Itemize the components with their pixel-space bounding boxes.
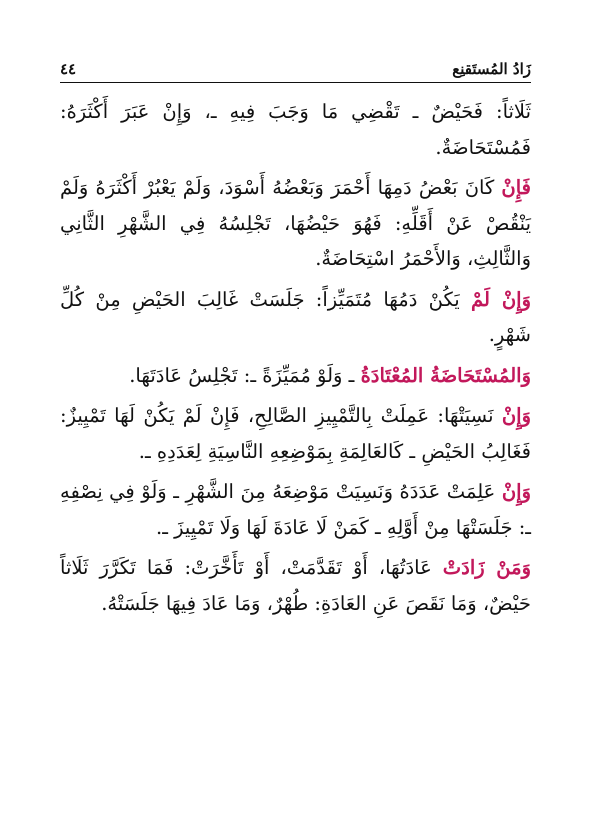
- text-body: [60, 94, 531, 626]
- paragraph-text: عَادَتُهَا، أَوْ تَقَدَّمَتْ، أَوْ تَأَخَّرَتْ: فَمَا تَكَرَّرَ ثَلَاثاً حَيْضٌ، وَمَا نَقَصَ عَنِ العَادَةِ: طُهْرٌ، وَمَا عَادَ فِيهَا جَلَسَتْهُ.: [60, 556, 531, 615]
- header-rule: [60, 82, 531, 83]
- paragraph-text: يَكُنْ دَمُهَا مُتَمَيِّزاً: جَلَسَتْ غَالِبَ الحَيْضِ مِنْ كُلِّ شَهْرٍ.: [60, 287, 531, 346]
- paragraph-text: كَانَ بَعْضُ دَمِهَا أَحْمَرَ وَبَعْضُهُ أَسْوَدَ، وَلَمْ يَعْبُرْ أَكْثَرَهُ وَلَمْ يَنْقُصْ عَنْ أَقَلِّهِ: فَهُوَ حَيْضُهَا، تَجْلِسُهُ فِي الشَّهْرِ الثَّانِي وَالثَّالِثِ، وَالأَحْمَرُ اسْتِحَاضَةٌ.: [60, 176, 531, 270]
- paragraph: [60, 398, 531, 469]
- paragraph: [60, 550, 531, 621]
- paragraph-text: عَلِمَتْ عَدَدَهُ وَنَسِيَتْ مَوْضِعَهُ مِنَ الشَّهْرِ ـ وَلَوْ فِي نِصْفِهِ ـ: جَلَسَتْهَا مِنْ أَوَّلِهِ ـ كَمَنْ لَا عَادَةَ لَهَا وَلَا تَمْيِيزَ ـ.: [60, 480, 531, 539]
- book-title: زَادُ المُستَقنِع: [452, 60, 531, 78]
- paragraph-lead-word: وَإِنْ: [501, 480, 532, 503]
- paragraph-lead-word: وَمَنْ زَادَتْ: [442, 556, 531, 579]
- paragraph-lead-word: وَالمُسْتَحَاضَةُ المُعْتَادَةُ: [360, 363, 531, 387]
- paragraph-lead-word: وَإِنْ: [501, 404, 532, 427]
- paragraph-text: نَسِيَتْهَا: عَمِلَتْ بِالتَّمْيِيزِ الصَّالِحِ، فَإِنْ لَمْ يَكُنْ لَهَا تَمْيِيزٌ: فَغَالِبُ الحَيْضِ ـ كَالعَالِمَةِ بِمَوْضِعِهِ النَّاسِيَةِ لِعَدَدِهِ ـ.: [60, 404, 531, 463]
- paragraph: [60, 358, 531, 394]
- paragraph-text: ثَلَاثاً: فَحَيْضٌ ـ تَقْضِي مَا وَجَبَ فِيهِ ـ، وَإِنْ عَبَرَ أَكْثَرَهُ: فَمُسْتَحَاضَةٌ.: [60, 100, 531, 159]
- paragraph: [60, 282, 531, 353]
- paragraph: [60, 474, 531, 545]
- paragraph: [60, 94, 531, 165]
- page-number: ٤٤: [60, 60, 77, 78]
- running-header: [60, 52, 531, 78]
- paragraph: [60, 170, 531, 277]
- paragraph-lead-word: فَإِنْ: [501, 176, 531, 199]
- paragraph-text: ـ وَلَوْ مُمَيِّزَةً ـ: تَجْلِسُ عَادَتَهَا.: [129, 363, 355, 387]
- paragraph-lead-word: وَإِنْ لَمْ: [471, 287, 531, 311]
